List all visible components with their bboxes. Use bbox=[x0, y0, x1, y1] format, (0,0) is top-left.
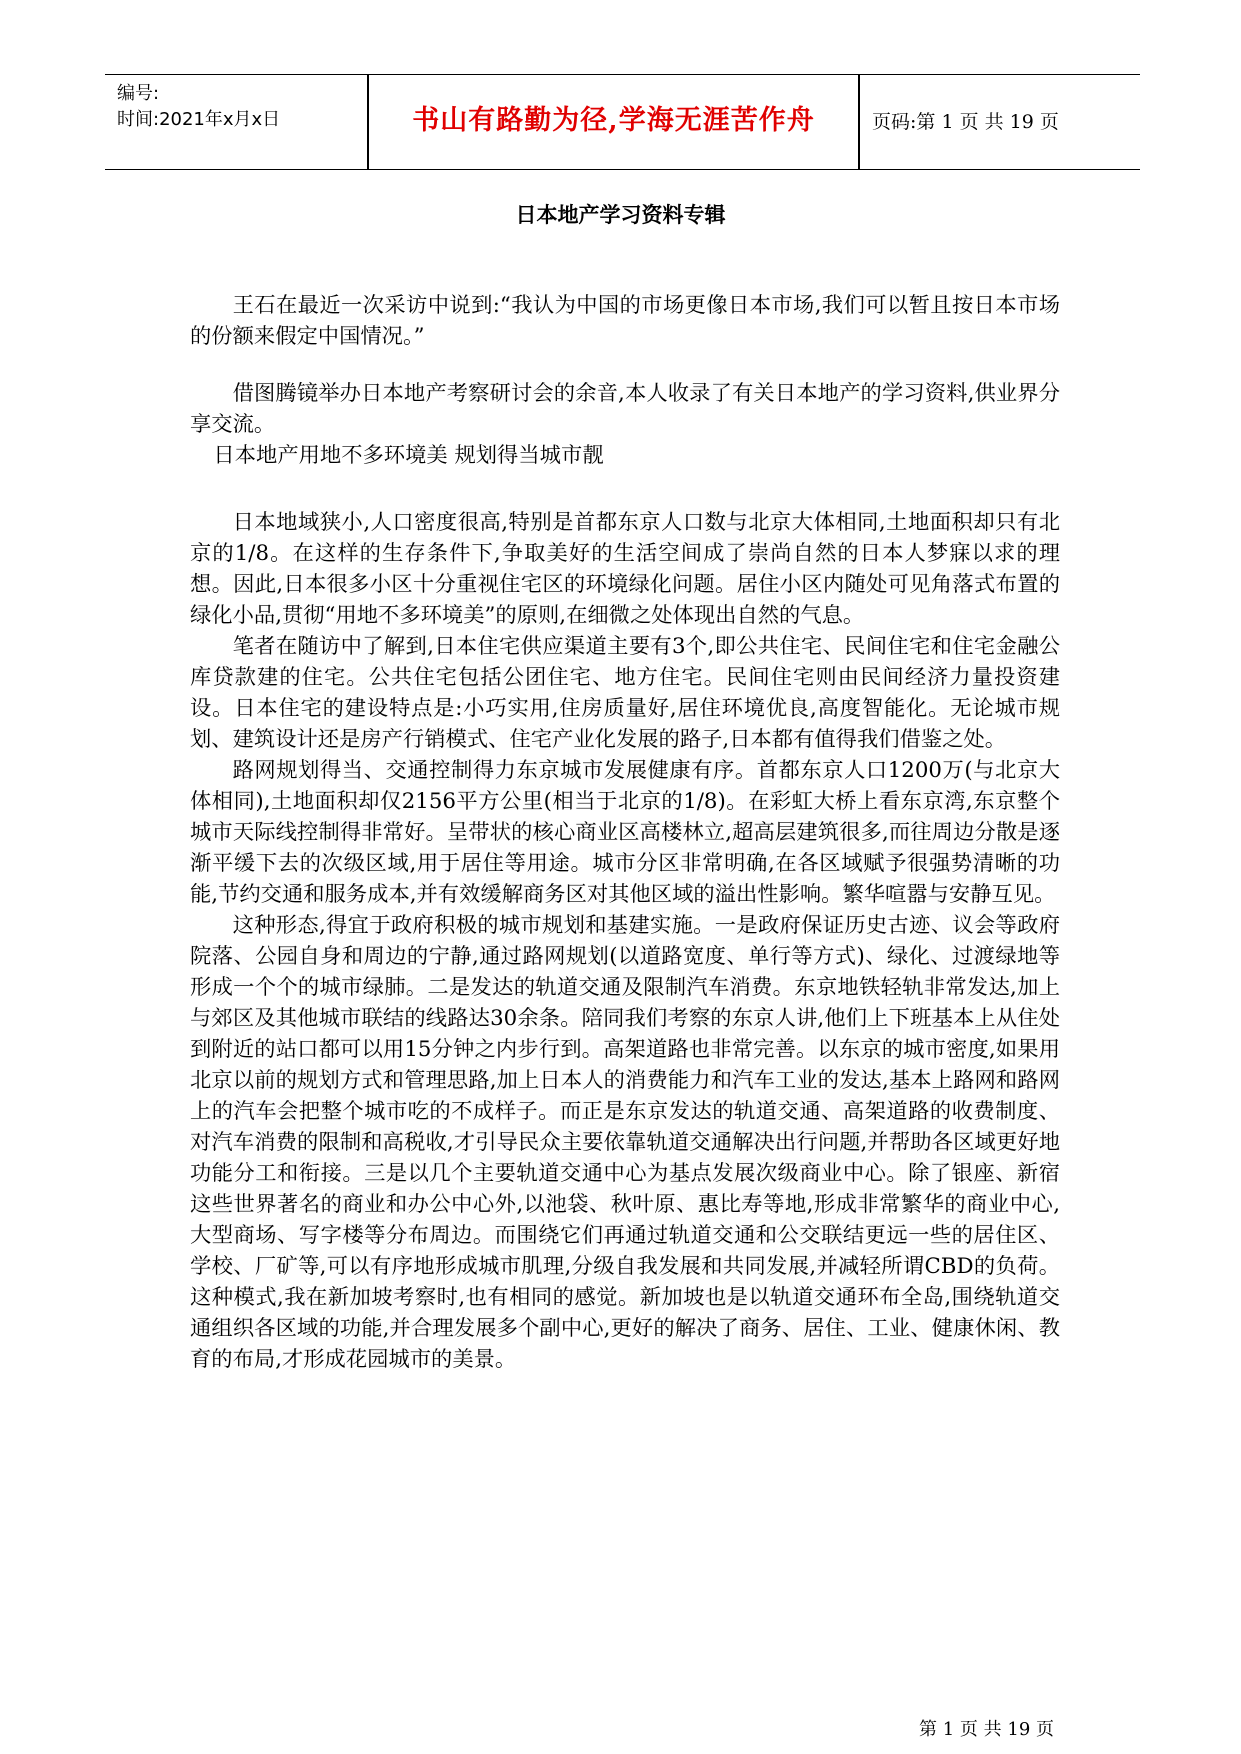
time-label: 时间:2021年x月x日 bbox=[117, 109, 281, 130]
header-meta bbox=[117, 81, 280, 133]
page-header bbox=[105, 74, 1140, 170]
section-subtitle: 日本地产用地不多环境美 规划得当城市靓 bbox=[213, 443, 604, 468]
paragraph: 王石在最近一次采访中说到:“我认为中国的市场更像日本市场,我们可以暂且按日本市场的份额来假定中国情况。” bbox=[190, 293, 1060, 349]
paragraph: 这种形态,得宜于政府积极的城市规划和基建实施。一是政府保证历史古迹、议会等政府院落、公园自身和周边的宁静,通过路网规划(以道路宽度、单行等方式)、绿化、过渡绿地等形成一个个的城市绿肺。二是发达的轨道交通及限制汽车消费。东京地铁轻轨非常发达,加上与郊区及其他城市联结的线路达30余条。陪同我们考察的东京人讲,他们上下班基本上从住处到附近的站口都可以用15分钟之内步行到。高架道路也非常完善。以东京的城市密度,如果用北京以前的规划方式和管理思路,加上日本人的消费能力和汽车工业的发达,基本上路网和路网上的汽车会把整个城市吃的不成样子。而正是东京发达的轨道交通、高架道路的收费制度、对汽车消费的限制和高税收,才引导民众主要依靠轨道交通解决出行问题,并帮助各区域更好地功能分工和衔接。三是以几个主要轨道交通中心为基点发展次级商业中心。除了银座、新宿这些世界著名的商业和办公中心外,以池袋、秋叶原、惠比寿等地,形成非常繁华的商业中心,大型商场、写字楼等分布周边。而围绕它们再通过轨道交通和公交联结更远一些的居住区、学校、厂矿等,可以有序地形成城市肌理,分级自我发展和共同发展,并减轻所谓CBD的负荷。这种模式,我在新加坡考察时,也有相同的感觉。新加坡也是以轨道交通环布全岛,围绕轨道交通组织各区域的功能,并合理发展多个副中心,更好的解决了商务、居住、工业、健康休闲、教育的布局,才形成花园城市的美景。 bbox=[190, 913, 1060, 1372]
header-motto: 书山有路勤为径,学海无涯苦作舟 bbox=[412, 105, 815, 136]
paragraph: 路网规划得当、交通控制得力东京城市发展健康有序。首都东京人口1200万(与北京大体相同),土地面积却仅2156平方公里(相当于北京的1/8)。在彩虹大桥上看东京湾,东京整个城市天际线控制得非常好。呈带状的核心商业区高楼林立,超高层建筑很多,而往周边分散是逐渐平缓下去的次级区域,用于居住等用途。城市分区非常明确,在各区域赋予很强势清晰的功能,节约交通和服务成本,并有效缓解商务区对其他区域的溢出性影响。繁华喧嚣与安静互见。 bbox=[190, 758, 1060, 907]
header-divider bbox=[858, 75, 860, 169]
paragraph: 借图腾镜举办日本地产考察研讨会的余音,本人收录了有关日本地产的学习资料,供业界分享交流。 bbox=[190, 381, 1060, 437]
number-label: 编号: bbox=[117, 83, 160, 104]
header-page-info: 页码:第 1 页 共 19 页 bbox=[872, 111, 1059, 133]
paragraph: 笔者在随访中了解到,日本住宅供应渠道主要有3个,即公共住宅、民间住宅和住宅金融公库贷款建的住宅。公共住宅包括公团住宅、地方住宅。民间住宅则由民间经济力量投资建设。日本住宅的建设特点是:小巧实用,住房质量好,居住环境优良,高度智能化。无论城市规划、建筑设计还是房产行销模式、住宅产业化发展的路子,日本都有值得我们借鉴之处。 bbox=[190, 634, 1060, 752]
page-footer: 第 1 页 共 19 页 bbox=[919, 1719, 1054, 1740]
paragraph: 日本地域狭小,人口密度很高,特别是首都东京人口数与北京大体相同,土地面积却只有北京的1/8。在这样的生存条件下,争取美好的生活空间成了崇尚自然的日本人梦寐以求的理想。因此,日本很多小区十分重视住宅区的环境绿化问题。居住小区内随处可见角落式布置的绿化小品,贯彻“用地不多环境美”的原则,在细微之处体现出自然的气息。 bbox=[190, 510, 1060, 628]
document-title: 日本地产学习资料专辑 bbox=[515, 202, 726, 227]
document-body bbox=[190, 290, 1060, 1375]
